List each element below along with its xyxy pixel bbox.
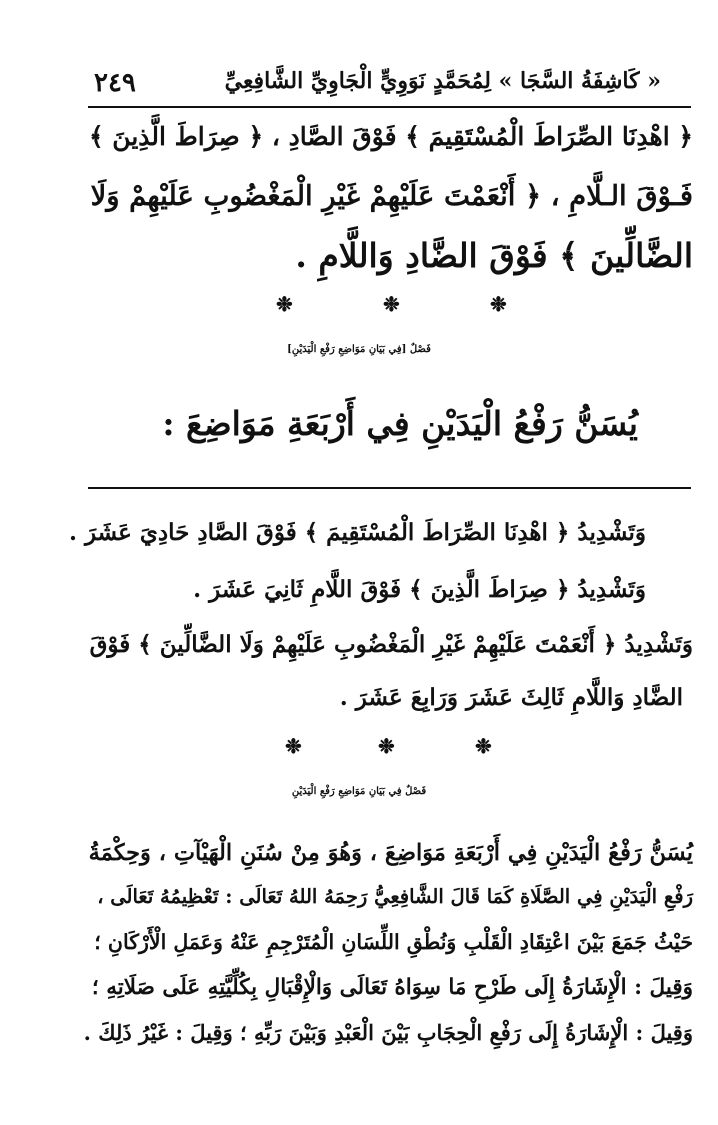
paragraph-line-1: يُسَنُّ رَفْعُ الْيَدَيْنِ فِي أَرْبَعَةِ مَوَاضِعَ ، وَهُوَ مِنْ سُنَنِ الْهَيْآتِ ، وَحِكْمَةُ (88, 840, 693, 866)
section-heading: فَصْلٌ [فِي بَيَانِ مَوَاضِعِ رَفْعِ الْيَدَيْنِ] (287, 344, 431, 355)
separator-stars-2 (0, 734, 718, 764)
star-ornament: ❉ (490, 292, 507, 316)
paragraph-line-3: حَيْثُ جَمَعَ بَيْنَ اعْتِقَادِ الْقَلْبِ وَنُطْقِ اللِّسَانِ الْمُتَرْجِمِ عَنْهُ وَعَمَلِ الْأَرْكَانِ ؛ (94, 930, 693, 954)
star-ornament: ❉ (383, 292, 400, 316)
separator-stars-1 (0, 292, 718, 322)
matn-intro: يُسَنُّ رَفْعُ الْيَدَيْنِ فِي أَرْبَعَةِ مَوَاضِعَ : (162, 404, 638, 443)
star-ornament: ❉ (285, 734, 302, 758)
page-number: ٢٤٩ (94, 68, 136, 98)
matn-line-3: الضَّالِّينَ ﴾ فَوْقَ الضَّادِ وَاللَّامِ . (295, 236, 693, 275)
running-title: « كَاشِفَةُ السَّجَا » لِمُحَمَّدٍ نَوَوِيٍّ الْجَاوِيِّ الشَّافِعِيِّ (224, 68, 661, 94)
commentary-line-3: وَتَشْدِيدُ ﴿ أَنْعَمْتَ عَلَيْهِمْ غَيْرِ الْمَغْضُوبِ عَلَيْهِمْ وَلَا الضَّالِّينَ ﴾ فَوْقَ (89, 631, 693, 658)
commentary-line-1: وَتَشْدِيدُ ﴿ اهْدِنَا الصِّرَاطَ الْمُسْتَقِيمَ ﴾ فَوْقَ الصَّادِ حَادِيَ عَشَرَ . (68, 519, 646, 546)
paragraph-line-2: رَفْعِ الْيَدَيْنِ فِي الصَّلَاةِ كَمَا قَالَ الشَّافِعِيُّ رَحِمَهُ اللهُ تَعَالَى : تَعْظِيمُهُ تَعَالَى ، (97, 885, 693, 908)
star-ornament: ❉ (276, 292, 293, 316)
page-header (88, 66, 691, 108)
paragraph-line-4: وَقِيلَ : الْإِشَارَةُ إِلَى طَرْحِ مَا سِوَاهُ تَعَالَى وَالْإِقْبَالِ بِكُلِّيَّتِهِ عَلَى صَلَاتِهِ ؛ (91, 975, 693, 1000)
star-ornament: ❉ (475, 734, 492, 758)
matn-line-2: فَـوْقَ الـلَّامِ ، ﴿ أَنْعَمْتَ عَلَيْهِمْ غَيْرِ الْمَغْضُوبِ عَلَيْهِمْ وَلَا (90, 180, 693, 212)
star-ornament: ❉ (378, 734, 395, 758)
footnote-divider (88, 487, 691, 489)
commentary-line-4: الضَّادِ وَاللَّامِ ثَالِثَ عَشَرَ وَرَابِعَ عَشَرَ . (339, 684, 683, 711)
commentary-line-2: وَتَشْدِيدُ ﴿ صِرَاطَ الَّذِينَ ﴾ فَوْقَ اللَّامِ ثَانِيَ عَشَرَ . (193, 576, 646, 603)
matn-line-1: ﴿ اهْدِنَا الصِّرَاطَ الْمُسْتَقِيمَ ﴾ فَوْقَ الصَّادِ ، ﴿ صِرَاطَ الَّذِينَ ﴾ (88, 122, 693, 151)
commentary-section-heading: فَصْلٌ فِي بَيَانِ مَوَاضِعِ رَفْعِ الْيَدَيْنِ (291, 786, 427, 797)
paragraph-line-5: وَقِيلَ : الْإِشَارَةُ إِلَى رَفْعِ الْحِجَابِ بَيْنَ الْعَبْدِ وَبَيْنَ رَبِّهِ ؛ وَقِيلَ : غَيْرُ ذَلِكَ . (83, 1020, 693, 1045)
